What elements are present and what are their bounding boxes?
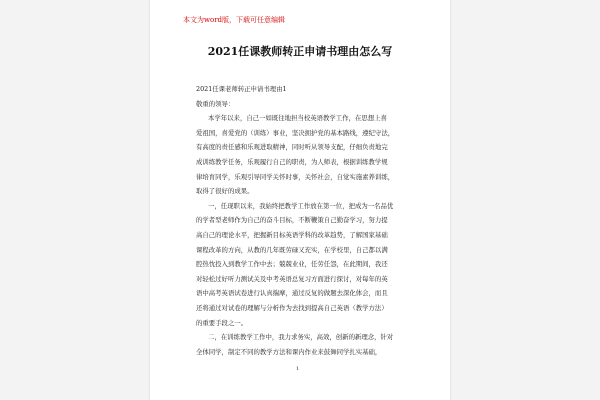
paragraph-line: 律培育同学，乐观引导同学关怀时事，关怀社会，自觉实施素养训练，	[196, 172, 395, 181]
paragraph-line: 成训练教学任务，乐观履行自己的职责，为人师表，根据训练教学规	[196, 157, 388, 166]
paragraph-line: 语中高考英语试卷进行认真揣摩，通过反复的做题去深化体会，而且	[196, 289, 388, 298]
paragraph-line: 还将通过对试卷的理解与分析作为去找到提高自己英语（教学方法）	[196, 303, 388, 312]
paragraph-line: 课程改革的方向，从教的几年既劳碌又充实，在学校里，自己都以满	[196, 245, 388, 254]
page-number: 1	[296, 366, 300, 372]
paragraph-line: 取得了很好的成果。	[196, 187, 254, 196]
document-body	[196, 82, 406, 359]
paragraph-line: 有高度的责任感和乐观进取精神，同时听从领导支配，仔细负责地完	[196, 143, 388, 152]
download-banner: 本文为word版，下载可任意编辑	[183, 16, 286, 24]
paragraph-line: 全体同学，制定不同的教学方法和课内作业来鼓舞同学扎实基础，	[196, 347, 382, 356]
paragraph-line: 的学者型老师作为自己的奋斗目标，不断鞭策自己勤奋学习，努力提	[196, 216, 388, 225]
subtitle: 2021任课老师转正申请书理由1	[196, 85, 287, 93]
paragraph-line: 本学年以来，自己一如既往地担当校英语教学工作，在思想上喜	[208, 114, 387, 123]
paragraph-line: 的重要手段之一。	[196, 318, 248, 327]
greeting: 敬重的领导：	[196, 99, 235, 108]
paragraph-line: 一，任现职以来，我始终把教学工作放在第一位，把成为一名品优	[208, 201, 394, 210]
document-title: 2021任课教师转正申请书理由怎么写	[207, 45, 393, 58]
paragraph-line: 爱祖国，喜爱党的（训练）事业，坚决拥护党的基本路线，遵纪守法，	[196, 128, 395, 137]
paragraph-line: 对轻松过好听力测试关及中考英语总复习方面进行探讨，对每年的英	[196, 274, 388, 283]
paragraph-line: 高自己的理论水平，把握新目标英语学科的改革趋势，了解国家基础	[196, 230, 388, 239]
paragraph-line: 腔热忱投入到教学工作中去；兢兢业业，任劳任怨，在此期间，我还	[196, 260, 388, 269]
paragraph-line: 二，在训练教学工作中，我力求务实，高效，创新的新理念，针对	[208, 333, 394, 342]
